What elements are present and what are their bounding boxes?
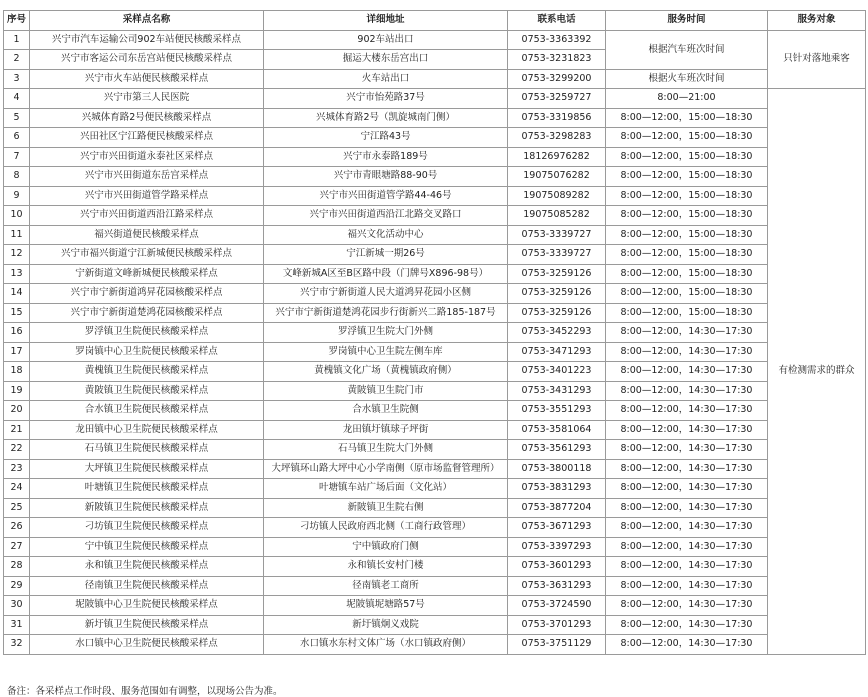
row-no: 22	[4, 440, 30, 460]
service-time: 8:00—12:00，14:30—17:30	[606, 498, 768, 518]
row-phone: 0753-3800118	[508, 459, 606, 479]
row-address: 永和镇长安村门楼	[264, 557, 508, 577]
row-phone: 0753-3631293	[508, 576, 606, 596]
row-phone: 0753-3831293	[508, 479, 606, 499]
table-row	[4, 635, 866, 655]
row-address: 兴宁市怡苑路37号	[264, 89, 508, 109]
row-no: 6	[4, 128, 30, 148]
row-address: 宁江新城一期26号	[264, 245, 508, 265]
row-no: 31	[4, 615, 30, 635]
row-phone: 0753-3581064	[508, 420, 606, 440]
table-row	[4, 342, 866, 362]
row-site-name: 叶塘镇卫生院便民核酸采样点	[30, 479, 264, 499]
row-address: 火车站出口	[264, 69, 508, 89]
row-address: 文峰新城A区至B区路中段（门牌号X896-98号）	[264, 264, 508, 284]
footnote: 备注：各采样点工作时段、服务范围如有调整，以现场公告为准。	[7, 686, 283, 697]
row-phone: 0753-3259727	[508, 89, 606, 109]
row-phone: 0753-3259126	[508, 264, 606, 284]
row-phone: 0753-3724590	[508, 596, 606, 616]
table-row	[4, 479, 866, 499]
row-address: 兴宁市兴田街道西沿江北路交叉路口	[264, 206, 508, 226]
row-phone: 0753-3259126	[508, 303, 606, 323]
row-address: 掘运大楼东岳宫出口	[264, 50, 508, 70]
row-site-name: 新圩镇卫生院便民核酸采样点	[30, 615, 264, 635]
row-site-name: 黄陂镇卫生院便民核酸采样点	[30, 381, 264, 401]
table-row	[4, 167, 866, 187]
row-no: 8	[4, 167, 30, 187]
row-address: 大坪镇环山路大坪中心小学南侧（原市场监督管理所）	[264, 459, 508, 479]
table-row	[4, 498, 866, 518]
row-phone: 0753-3339727	[508, 245, 606, 265]
row-address: 兴宁市兴田街道管学路44-46号	[264, 186, 508, 206]
row-phone: 0753-3471293	[508, 342, 606, 362]
service-time: 8:00—12:00，15:00—18:30	[606, 284, 768, 304]
row-site-name: 兴宁市第三人民医院	[30, 89, 264, 109]
row-site-name: 兴宁市宁新街道楚鸿花园核酸采样点	[30, 303, 264, 323]
table-body	[4, 30, 866, 654]
row-site-name: 坭陂镇中心卫生院便民核酸采样点	[30, 596, 264, 616]
service-time: 8:00—12:00，15:00—18:30	[606, 264, 768, 284]
row-address: 石马镇卫生院大门外侧	[264, 440, 508, 460]
service-time: 8:00—12:00，15:00—18:30	[606, 206, 768, 226]
row-phone: 19075089282	[508, 186, 606, 206]
table-row	[4, 459, 866, 479]
row-no: 25	[4, 498, 30, 518]
row-phone: 0753-3363392	[508, 30, 606, 50]
row-address: 兴城体育路2号（凯旋城南门侧）	[264, 108, 508, 128]
row-address: 刁坊镇人民政府西北侧（工商行政管理）	[264, 518, 508, 538]
row-address: 兴宁市青眼塘路88-90号	[264, 167, 508, 187]
table-row	[4, 440, 866, 460]
row-no: 23	[4, 459, 30, 479]
row-site-name: 兴宁市兴田街道永泰社区采样点	[30, 147, 264, 167]
row-phone: 0753-3701293	[508, 615, 606, 635]
row-phone: 0753-3259126	[508, 284, 606, 304]
row-no: 12	[4, 245, 30, 265]
service-time: 8:00—12:00，15:00—18:30	[606, 303, 768, 323]
row-no: 2	[4, 50, 30, 70]
table-row	[4, 615, 866, 635]
row-address: 新陂镇卫生院右侧	[264, 498, 508, 518]
row-no: 9	[4, 186, 30, 206]
row-site-name: 兴田社区宁江路便民核酸采样点	[30, 128, 264, 148]
row-site-name: 兴宁市火车站便民核酸采样点	[30, 69, 264, 89]
table-row	[4, 108, 866, 128]
header-service-target: 服务对象	[768, 11, 866, 31]
table-row	[4, 128, 866, 148]
service-time: 8:00—12:00，14:30—17:30	[606, 518, 768, 538]
service-time: 8:00—12:00，14:30—17:30	[606, 615, 768, 635]
service-time: 8:00—12:00，15:00—18:30	[606, 147, 768, 167]
service-time: 8:00—12:00，15:00—18:30	[606, 167, 768, 187]
table-row	[4, 30, 866, 50]
row-phone: 0753-3671293	[508, 518, 606, 538]
row-address: 兴宁市宁新街道人民大道鸿昇花园小区侧	[264, 284, 508, 304]
row-site-name: 水口镇中心卫生院便民核酸采样点	[30, 635, 264, 655]
service-time: 8:00—12:00，14:30—17:30	[606, 557, 768, 577]
row-site-name: 兴城体育路2号便民核酸采样点	[30, 108, 264, 128]
table-header-row	[4, 11, 866, 31]
table-row	[4, 557, 866, 577]
row-site-name: 永和镇卫生院便民核酸采样点	[30, 557, 264, 577]
row-site-name: 兴宁市宁新街道鸿昇花园核酸采样点	[30, 284, 264, 304]
row-address: 罗浮镇卫生院大门外侧	[264, 323, 508, 343]
service-time: 8:00—12:00，14:30—17:30	[606, 440, 768, 460]
row-phone: 19075085282	[508, 206, 606, 226]
service-target-public: 有检测需求的群众	[768, 89, 866, 655]
service-time: 8:00—12:00，14:30—17:30	[606, 362, 768, 382]
row-no: 11	[4, 225, 30, 245]
row-site-name: 兴宁市兴田街道东岳宫采样点	[30, 167, 264, 187]
header-phone: 联系电话	[508, 11, 606, 31]
table-row	[4, 206, 866, 226]
row-site-name: 兴宁市兴田街道西沿江路采样点	[30, 206, 264, 226]
table-row	[4, 518, 866, 538]
row-phone: 19075076282	[508, 167, 606, 187]
row-phone: 0753-3561293	[508, 440, 606, 460]
service-time: 8:00—12:00，14:30—17:30	[606, 635, 768, 655]
row-phone: 0753-3339727	[508, 225, 606, 245]
row-no: 17	[4, 342, 30, 362]
row-phone: 0753-3431293	[508, 381, 606, 401]
row-address: 叶塘镇车站广场后面（文化站）	[264, 479, 508, 499]
table-row	[4, 284, 866, 304]
row-site-name: 新陂镇卫生院便民核酸采样点	[30, 498, 264, 518]
row-address: 902车站出口	[264, 30, 508, 50]
row-site-name: 罗岗镇中心卫生院便民核酸采样点	[30, 342, 264, 362]
row-site-name: 罗浮镇卫生院便民核酸采样点	[30, 323, 264, 343]
table-row	[4, 323, 866, 343]
service-time: 8:00—12:00，15:00—18:30	[606, 128, 768, 148]
sampling-sites-sheet	[3, 10, 866, 697]
service-time: 8:00—12:00，15:00—18:30	[606, 225, 768, 245]
row-no: 19	[4, 381, 30, 401]
service-time-bus: 根据汽车班次时间	[606, 30, 768, 69]
table-row	[4, 245, 866, 265]
row-address: 黄槐镇文化广场（黄槐镇政府侧）	[264, 362, 508, 382]
row-phone: 0753-3231823	[508, 50, 606, 70]
row-site-name: 兴宁市客运公司东岳宫站便民核酸采样点	[30, 50, 264, 70]
service-time: 8:00—12:00，14:30—17:30	[606, 459, 768, 479]
table-row	[4, 89, 866, 109]
row-address: 新圩镇炯义戏院	[264, 615, 508, 635]
header-no: 序号	[4, 11, 30, 31]
service-time-row4: 8:00—21:00	[606, 89, 768, 109]
row-phone: 0753-3397293	[508, 537, 606, 557]
service-time: 8:00—12:00，15:00—18:30	[606, 108, 768, 128]
row-no: 24	[4, 479, 30, 499]
row-site-name: 宁新街道文峰新城便民核酸采样点	[30, 264, 264, 284]
row-address: 黄陂镇卫生院门市	[264, 381, 508, 401]
table-row	[4, 401, 866, 421]
row-phone: 0753-3299200	[508, 69, 606, 89]
row-no: 30	[4, 596, 30, 616]
row-phone: 0753-3601293	[508, 557, 606, 577]
row-address: 罗岗镇中心卫生院左侧车库	[264, 342, 508, 362]
row-site-name: 大坪镇卫生院便民核酸采样点	[30, 459, 264, 479]
service-time: 8:00—12:00，14:30—17:30	[606, 537, 768, 557]
row-no: 15	[4, 303, 30, 323]
row-no: 10	[4, 206, 30, 226]
row-no: 32	[4, 635, 30, 655]
table-row	[4, 147, 866, 167]
table-row	[4, 576, 866, 596]
row-site-name: 兴宁市福兴街道宁江新城便民核酸采样点	[30, 245, 264, 265]
table-row	[4, 362, 866, 382]
row-no: 4	[4, 89, 30, 109]
row-no: 21	[4, 420, 30, 440]
service-time: 8:00—12:00，14:30—17:30	[606, 381, 768, 401]
row-site-name: 宁中镇卫生院便民核酸采样点	[30, 537, 264, 557]
table-row	[4, 225, 866, 245]
header-site-name: 采样点名称	[30, 11, 264, 31]
row-site-name: 合水镇卫生院便民核酸采样点	[30, 401, 264, 421]
row-phone: 0753-3298283	[508, 128, 606, 148]
row-site-name: 石马镇卫生院便民核酸采样点	[30, 440, 264, 460]
row-phone: 0753-3319856	[508, 108, 606, 128]
service-time: 8:00—12:00，14:30—17:30	[606, 323, 768, 343]
row-no: 7	[4, 147, 30, 167]
row-site-name: 兴宁市兴田街道管学路采样点	[30, 186, 264, 206]
row-address: 径南镇老工商所	[264, 576, 508, 596]
row-site-name: 龙田镇中心卫生院便民核酸采样点	[30, 420, 264, 440]
table-row	[4, 186, 866, 206]
row-site-name: 黄槐镇卫生院便民核酸采样点	[30, 362, 264, 382]
row-no: 5	[4, 108, 30, 128]
table-row	[4, 537, 866, 557]
service-time: 8:00—12:00，14:30—17:30	[606, 342, 768, 362]
service-time: 8:00—12:00，15:00—18:30	[606, 186, 768, 206]
row-address: 宁江路43号	[264, 128, 508, 148]
table-row	[4, 303, 866, 323]
row-phone: 0753-3751129	[508, 635, 606, 655]
row-no: 18	[4, 362, 30, 382]
service-time: 8:00—12:00，14:30—17:30	[606, 479, 768, 499]
table-row	[4, 381, 866, 401]
row-site-name: 径南镇卫生院便民核酸采样点	[30, 576, 264, 596]
row-address: 坭陂镇坭塘路57号	[264, 596, 508, 616]
table-row	[4, 264, 866, 284]
row-address: 福兴文化活动中心	[264, 225, 508, 245]
row-site-name: 刁坊镇卫生院便民核酸采样点	[30, 518, 264, 538]
header-address: 详细地址	[264, 11, 508, 31]
service-time: 8:00—12:00，15:00—18:30	[606, 245, 768, 265]
row-no: 3	[4, 69, 30, 89]
sampling-sites-table	[3, 10, 866, 655]
row-phone: 0753-3877204	[508, 498, 606, 518]
table-row	[4, 420, 866, 440]
row-address: 水口镇水东村文体广场（水口镇政府侧）	[264, 635, 508, 655]
row-address: 合水镇卫生院侧	[264, 401, 508, 421]
row-no: 16	[4, 323, 30, 343]
service-time: 8:00—12:00，14:30—17:30	[606, 420, 768, 440]
service-time: 8:00—12:00，14:30—17:30	[606, 596, 768, 616]
header-service-time: 服务时间	[606, 11, 768, 31]
row-phone: 0753-3452293	[508, 323, 606, 343]
row-no: 13	[4, 264, 30, 284]
row-address: 兴宁市宁新街道楚鸿花园步行街新兴二路185-187号	[264, 303, 508, 323]
row-no: 14	[4, 284, 30, 304]
service-time: 8:00—12:00，14:30—17:30	[606, 401, 768, 421]
row-site-name: 福兴街道便民核酸采样点	[30, 225, 264, 245]
row-no: 1	[4, 30, 30, 50]
table-row	[4, 69, 866, 89]
row-no: 26	[4, 518, 30, 538]
table-row	[4, 596, 866, 616]
row-address: 宁中镇政府门侧	[264, 537, 508, 557]
row-no: 28	[4, 557, 30, 577]
row-phone: 0753-3401223	[508, 362, 606, 382]
row-no: 29	[4, 576, 30, 596]
service-time-train: 根据火车班次时间	[606, 69, 768, 89]
row-site-name: 兴宁市汽车运输公司902车站便民核酸采样点	[30, 30, 264, 50]
row-no: 27	[4, 537, 30, 557]
row-phone: 0753-3551293	[508, 401, 606, 421]
row-phone: 18126976282	[508, 147, 606, 167]
row-no: 20	[4, 401, 30, 421]
row-address: 龙田镇圩镇球子坪街	[264, 420, 508, 440]
service-time: 8:00—12:00，14:30—17:30	[606, 576, 768, 596]
service-target-passengers: 只针对落地乘客	[768, 30, 866, 89]
row-address: 兴宁市永泰路189号	[264, 147, 508, 167]
